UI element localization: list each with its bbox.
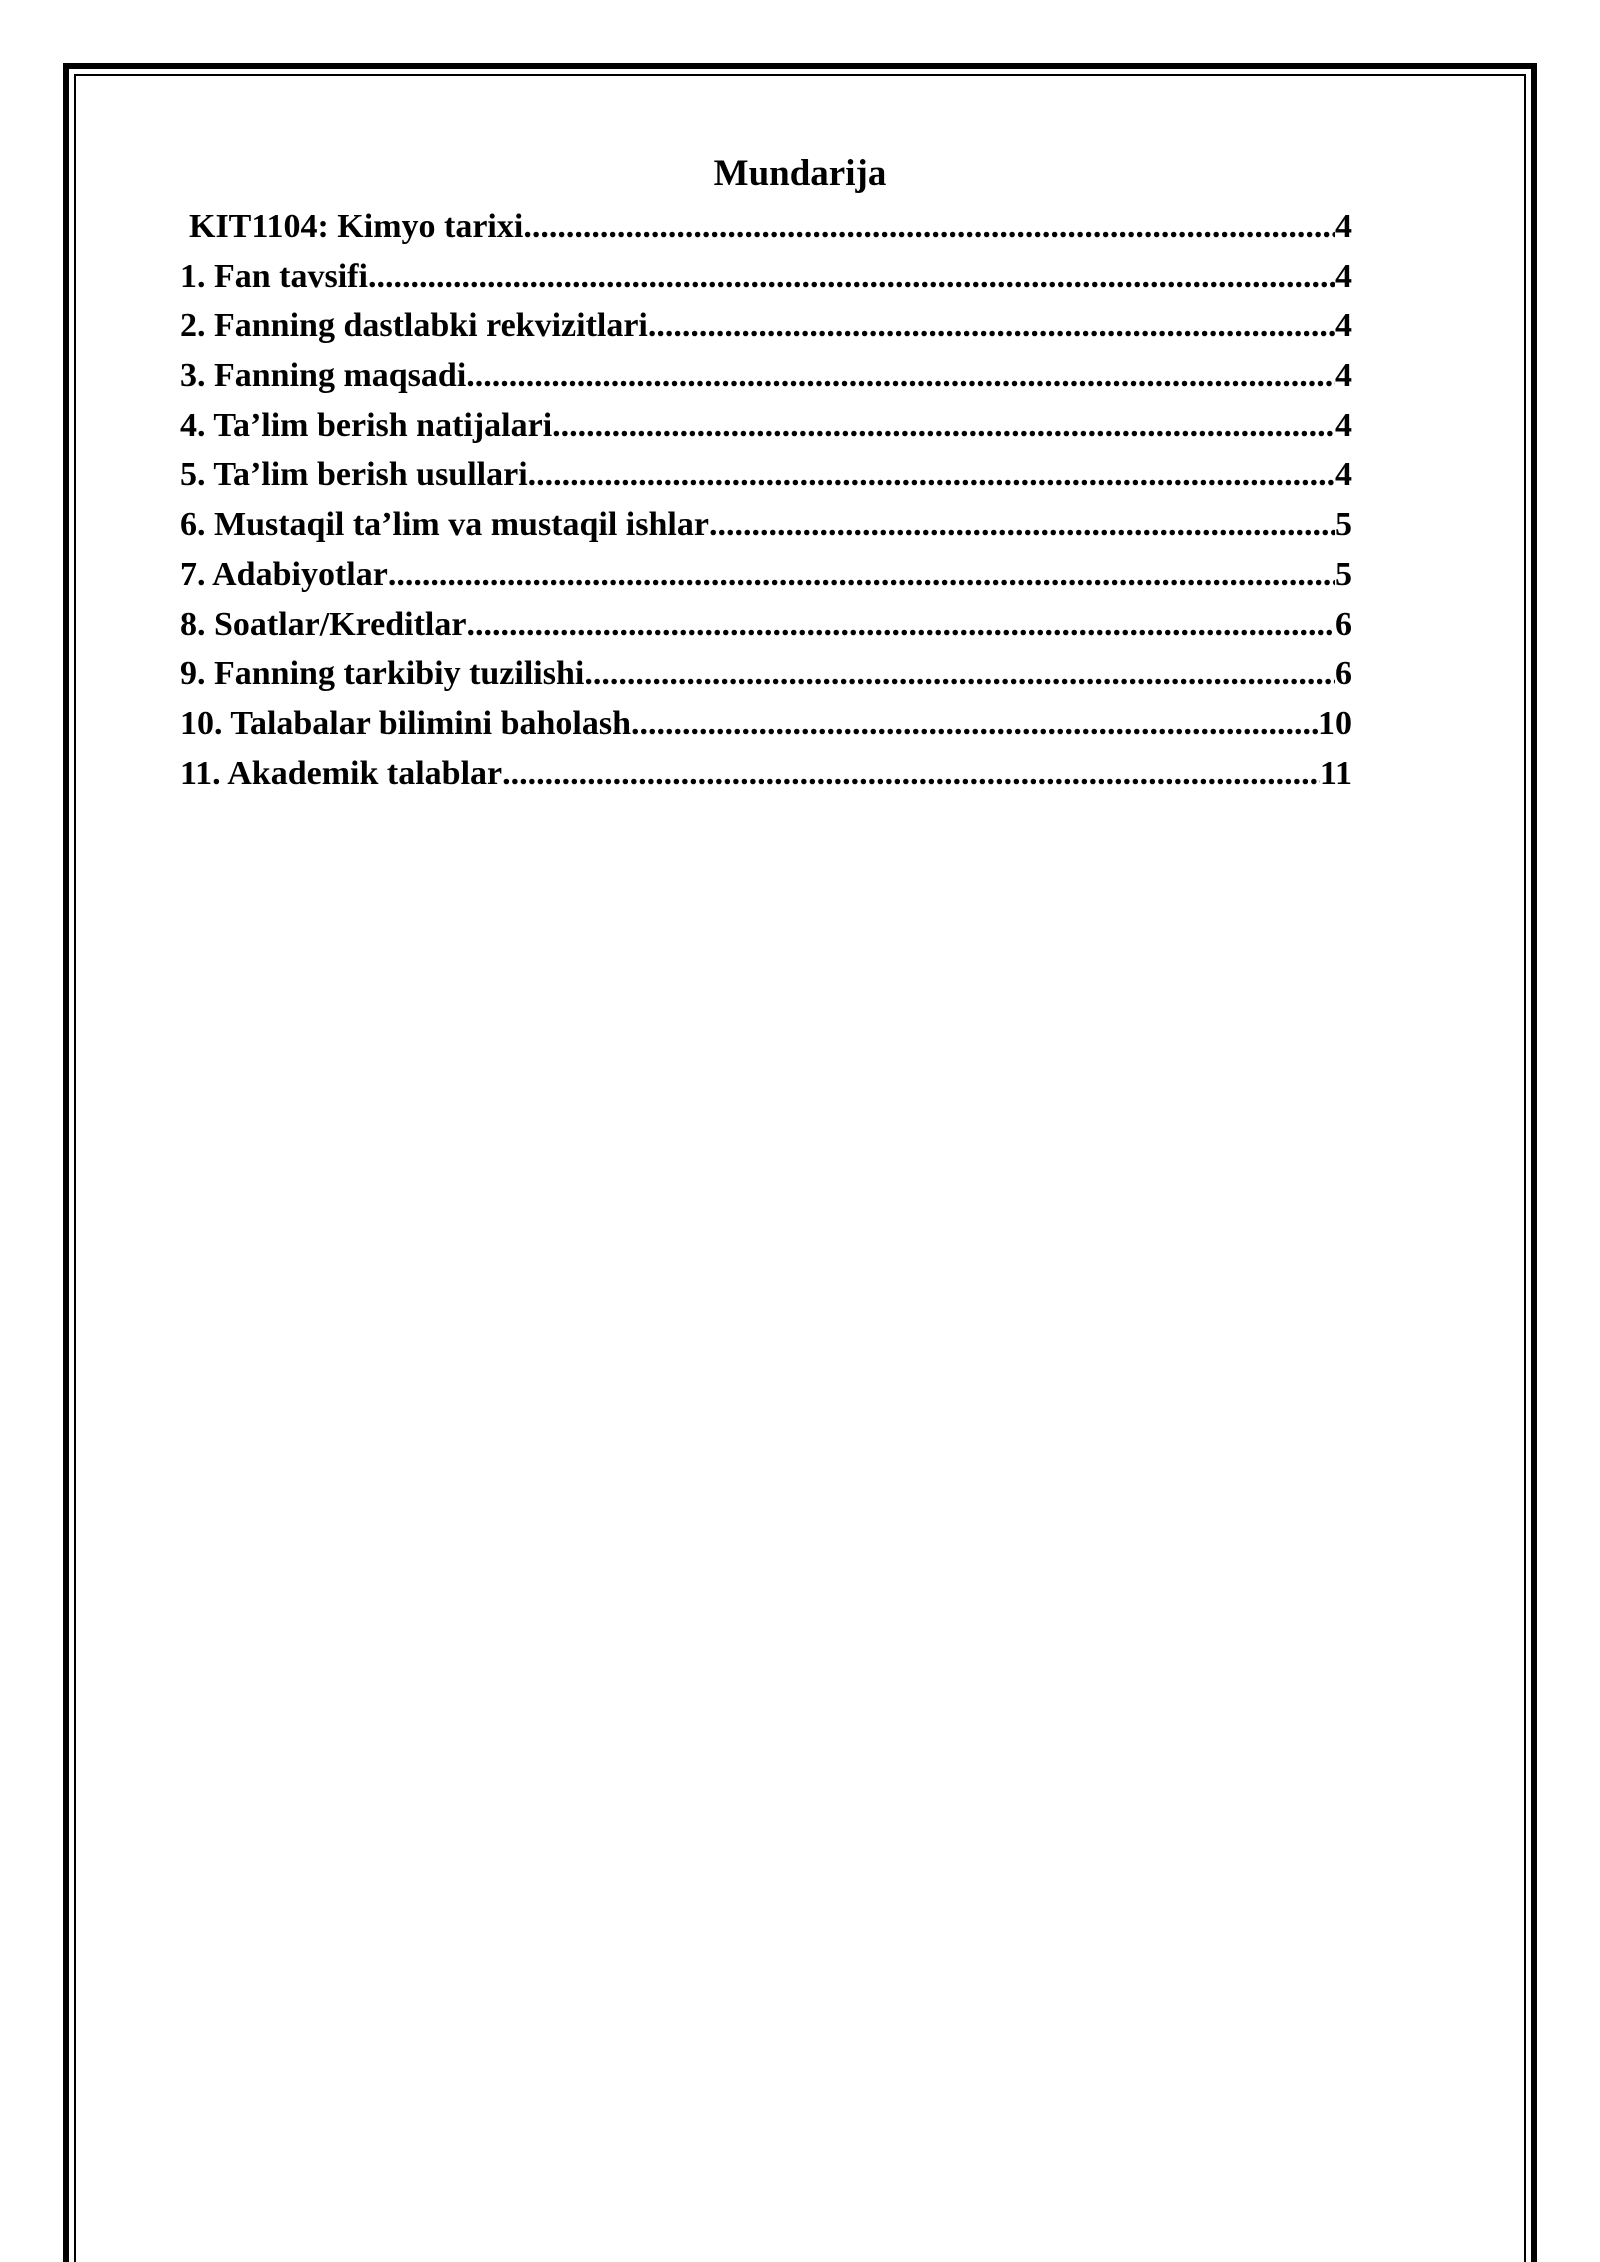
toc-entry-page: 6 bbox=[1335, 605, 1352, 643]
toc-dot-leader bbox=[523, 202, 1335, 252]
toc-entry-page: 6 bbox=[1335, 655, 1352, 693]
toc-entry[interactable] bbox=[180, 600, 1352, 650]
toc-dot-leader bbox=[648, 301, 1335, 351]
toc-entry-label: 8. Soatlar/Kreditlar bbox=[180, 605, 467, 643]
toc-entry[interactable] bbox=[180, 202, 1352, 252]
table-of-contents bbox=[180, 202, 1352, 798]
toc-entry-page: 4 bbox=[1335, 357, 1352, 395]
toc-entry-label: 10. Talabalar bilimini baholash bbox=[180, 704, 631, 742]
toc-entry-page: 11 bbox=[1319, 754, 1352, 792]
toc-entry[interactable] bbox=[180, 401, 1352, 451]
toc-dot-leader bbox=[388, 550, 1335, 600]
toc-entry-label: 6. Mustaqil ta’lim va mustaqil ishlar bbox=[180, 506, 709, 544]
toc-entry-label: 1. Fan tavsifi bbox=[180, 257, 368, 295]
toc-entry-page: 10 bbox=[1318, 704, 1352, 742]
toc-dot-leader bbox=[528, 450, 1335, 500]
toc-entry[interactable] bbox=[180, 749, 1352, 799]
toc-dot-leader bbox=[466, 600, 1335, 650]
toc-entry-page: 4 bbox=[1335, 257, 1352, 295]
toc-entry-label: 2. Fanning dastlabki rekvizitlari bbox=[180, 307, 648, 345]
toc-entry[interactable] bbox=[180, 649, 1352, 699]
toc-dot-leader bbox=[631, 699, 1318, 749]
toc-entry-page: 4 bbox=[1335, 208, 1352, 245]
toc-entry[interactable] bbox=[180, 301, 1352, 351]
toc-dot-leader bbox=[584, 649, 1335, 699]
toc-entry-label: 4. Ta’lim berish natijalari bbox=[180, 406, 553, 444]
toc-entry-label: 7. Adabiyotlar bbox=[180, 555, 388, 593]
toc-title: Mundarija bbox=[713, 153, 887, 194]
toc-entry-label: 9. Fanning tarkibiy tuzilishi bbox=[180, 655, 585, 693]
toc-dot-leader bbox=[552, 401, 1335, 451]
toc-dot-leader bbox=[368, 252, 1335, 302]
toc-entry-page: 4 bbox=[1335, 456, 1352, 494]
toc-dot-leader bbox=[502, 749, 1320, 799]
toc-entry[interactable] bbox=[180, 252, 1352, 302]
toc-entry-label: 11. Akademik talablar bbox=[180, 754, 503, 792]
toc-entry[interactable] bbox=[180, 450, 1352, 500]
toc-entry[interactable] bbox=[180, 351, 1352, 401]
toc-entry-page: 5 bbox=[1335, 555, 1352, 593]
toc-entry-label: KIT1104: Kimyo tarixi bbox=[189, 208, 524, 245]
toc-dot-leader bbox=[466, 351, 1335, 401]
toc-entry[interactable] bbox=[180, 699, 1352, 749]
toc-entry-page: 4 bbox=[1335, 406, 1352, 444]
toc-entry-label: 3. Fanning maqsadi bbox=[180, 357, 467, 395]
toc-dot-leader bbox=[709, 500, 1335, 550]
toc-entry-page: 4 bbox=[1335, 307, 1352, 345]
toc-entry-page: 5 bbox=[1335, 506, 1352, 544]
toc-entry[interactable] bbox=[180, 500, 1352, 550]
toc-entry-label: 5. Ta’lim berish usullari bbox=[180, 456, 528, 494]
toc-entry[interactable] bbox=[180, 550, 1352, 600]
